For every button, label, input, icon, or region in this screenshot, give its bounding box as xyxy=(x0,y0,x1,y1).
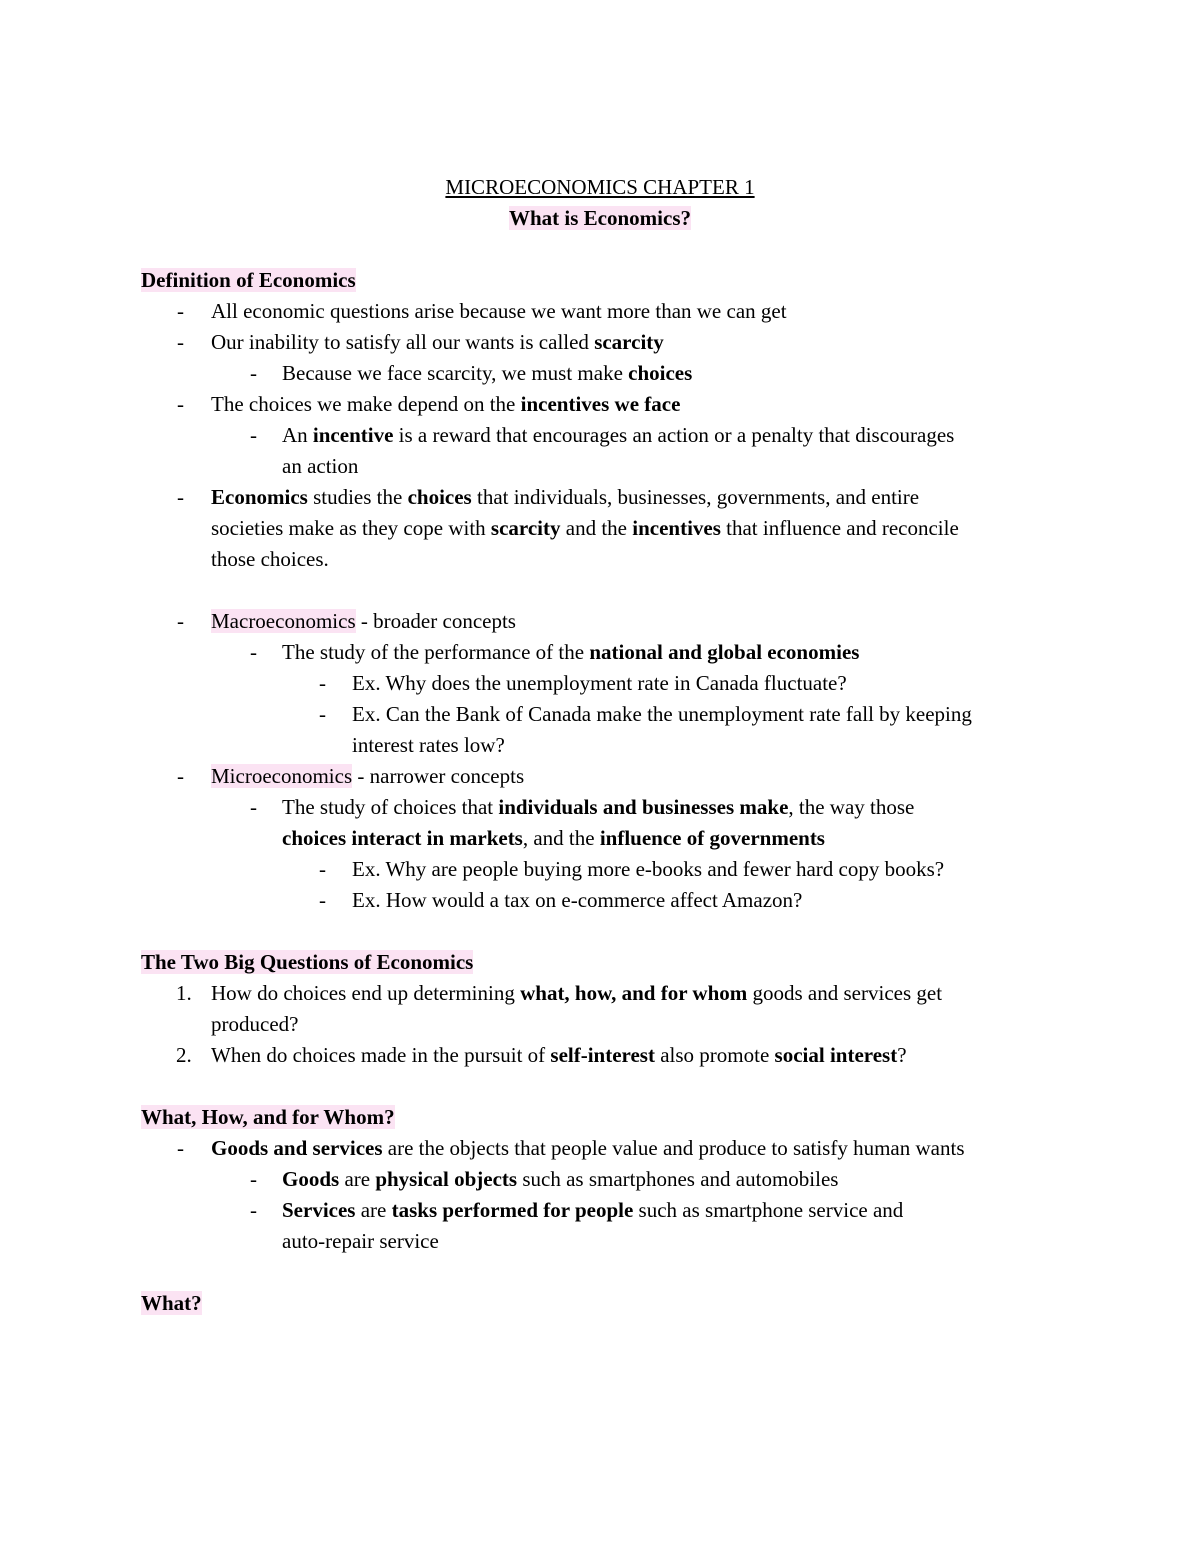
text-run: When do choices made in the pursuit of xyxy=(211,1043,551,1067)
bullet-dash: - xyxy=(319,857,326,881)
text-run: Ex. Why are people buying more e-books and fewer hard copy books? xyxy=(352,857,945,881)
line-text xyxy=(282,1226,439,1257)
text-run: also promote xyxy=(654,1043,775,1067)
bold-text: choices xyxy=(407,485,472,509)
bullet-dash: - xyxy=(250,795,257,819)
text-run: Ex. Can the Bank of Canada make the unemployment rate fall by keeping xyxy=(352,702,972,726)
line-text xyxy=(352,730,505,761)
text-run: those choices. xyxy=(211,547,329,571)
bold-text: What, How, and for Whom? xyxy=(141,1105,395,1129)
bullet-dash: - xyxy=(319,671,326,695)
line-text xyxy=(282,1195,903,1226)
text-run: All economic questions arise because we want more than we can get xyxy=(211,299,787,323)
line-text xyxy=(211,327,664,358)
text-run: Our inability to satisfy all our wants is called xyxy=(211,330,595,354)
line-text xyxy=(282,358,692,389)
text-run: produced? xyxy=(211,1012,299,1036)
line-text xyxy=(282,792,914,823)
bullet-dash: - xyxy=(250,1198,257,1222)
list-number: 2. xyxy=(176,1043,192,1067)
text-run: , and the xyxy=(522,826,600,850)
bullet-dash: - xyxy=(177,764,184,788)
bullet-dash: - xyxy=(319,888,326,912)
bullet-dash: - xyxy=(250,1167,257,1191)
line-text xyxy=(211,606,516,637)
text-run: is a reward that encourages an action or a penalty that discourages xyxy=(393,423,955,447)
bold-text: scarcity xyxy=(594,330,664,354)
text-run: , the way those xyxy=(788,795,915,819)
bullet-dash: - xyxy=(177,485,184,509)
bullet-dash: - xyxy=(177,299,184,323)
text-run: Ex. How would a tax on e-commerce affect Amazon? xyxy=(352,888,803,912)
text-run: An xyxy=(282,423,313,447)
text-run: societies make as they cope with xyxy=(211,516,491,540)
doc-subtitle-line xyxy=(0,203,1200,234)
bold-text: Economics xyxy=(211,485,308,509)
line-text xyxy=(211,1040,907,1071)
text-run: that individuals, businesses, governments, and entire xyxy=(471,485,920,509)
bullet-dash: - xyxy=(177,330,184,354)
line-text xyxy=(211,389,680,420)
bold-text: self-interest xyxy=(550,1043,655,1067)
bold-text: incentives xyxy=(632,516,721,540)
text-run: - broader concepts xyxy=(355,609,516,633)
line-text xyxy=(352,668,847,699)
highlighted-term: Macroeconomics xyxy=(211,609,356,633)
text-run: that influence and reconcile xyxy=(720,516,959,540)
text-run: The study of the performance of the xyxy=(282,640,590,664)
bold-text: incentives we face xyxy=(520,392,681,416)
line-text xyxy=(211,1133,965,1164)
line-text xyxy=(211,513,959,544)
text-run: are xyxy=(339,1167,376,1191)
doc-subtitle: What is Economics? xyxy=(508,206,691,230)
text-run: such as smartphones and automobiles xyxy=(517,1167,839,1191)
text-run: interest rates low? xyxy=(352,733,505,757)
text-run: are the objects that people value and produce to satisfy human wants xyxy=(382,1136,965,1160)
bold-text: individuals and businesses make xyxy=(498,795,789,819)
bold-text: what, how, and for whom xyxy=(520,981,748,1005)
bold-text: national and global economies xyxy=(589,640,860,664)
doc-title: MICROECONOMICS CHAPTER 1 xyxy=(445,175,755,199)
text-run: are xyxy=(355,1198,392,1222)
line-text xyxy=(211,544,329,575)
bold-text: Services xyxy=(282,1198,356,1222)
line-text xyxy=(282,1164,838,1195)
line-text xyxy=(352,699,972,730)
bullet-dash: - xyxy=(250,361,257,385)
bullet-dash: - xyxy=(177,609,184,633)
text-run: How do choices end up determining xyxy=(211,981,521,1005)
line-text xyxy=(211,296,787,327)
bold-text: Definition of Economics xyxy=(141,268,356,292)
text-run: auto-repair service xyxy=(282,1229,439,1253)
line-text xyxy=(141,265,356,296)
text-run: The choices we make depend on the xyxy=(211,392,521,416)
text-run: and the xyxy=(560,516,633,540)
doc-title-line xyxy=(0,172,1200,203)
bold-text: tasks performed for people xyxy=(391,1198,634,1222)
text-run: an action xyxy=(282,454,359,478)
text-run: ? xyxy=(897,1043,907,1067)
bold-text: Goods and services xyxy=(211,1136,383,1160)
text-run: Because we face scarcity, we must make xyxy=(282,361,629,385)
bullet-dash: - xyxy=(177,392,184,416)
bold-text: incentive xyxy=(312,423,394,447)
text-run: studies the xyxy=(307,485,408,509)
line-text xyxy=(211,1009,298,1040)
bullet-dash: - xyxy=(250,423,257,447)
line-text xyxy=(211,761,524,792)
bold-text: Goods xyxy=(282,1167,340,1191)
highlighted-term: Microeconomics xyxy=(211,764,353,788)
bold-text: scarcity xyxy=(490,516,561,540)
line-text xyxy=(141,1102,395,1133)
bold-text: choices interact in markets xyxy=(282,826,523,850)
line-text xyxy=(211,482,919,513)
bullet-dash: - xyxy=(177,1136,184,1160)
bullet-dash: - xyxy=(319,702,326,726)
bullet-dash: - xyxy=(250,640,257,664)
line-text xyxy=(282,451,358,482)
bold-text: The Two Big Questions of Economics xyxy=(141,950,474,974)
line-text xyxy=(352,885,802,916)
bold-text: social interest xyxy=(774,1043,898,1067)
line-text xyxy=(282,637,859,668)
list-number: 1. xyxy=(176,981,192,1005)
text-run: Ex. Why does the unemployment rate in Canada fluctuate? xyxy=(352,671,847,695)
line-text xyxy=(352,854,944,885)
line-text xyxy=(282,823,825,854)
text-run: such as smartphone service and xyxy=(633,1198,904,1222)
bold-text: choices xyxy=(628,361,693,385)
text-run: - narrower concepts xyxy=(352,764,525,788)
bold-text: What? xyxy=(141,1291,202,1315)
text-run: goods and services get xyxy=(747,981,943,1005)
line-text xyxy=(282,420,954,451)
bold-text: influence of governments xyxy=(599,826,825,850)
line-text xyxy=(211,978,942,1009)
line-text xyxy=(141,1288,202,1319)
bold-text: physical objects xyxy=(375,1167,518,1191)
line-text xyxy=(141,947,473,978)
text-run: The study of choices that xyxy=(282,795,499,819)
